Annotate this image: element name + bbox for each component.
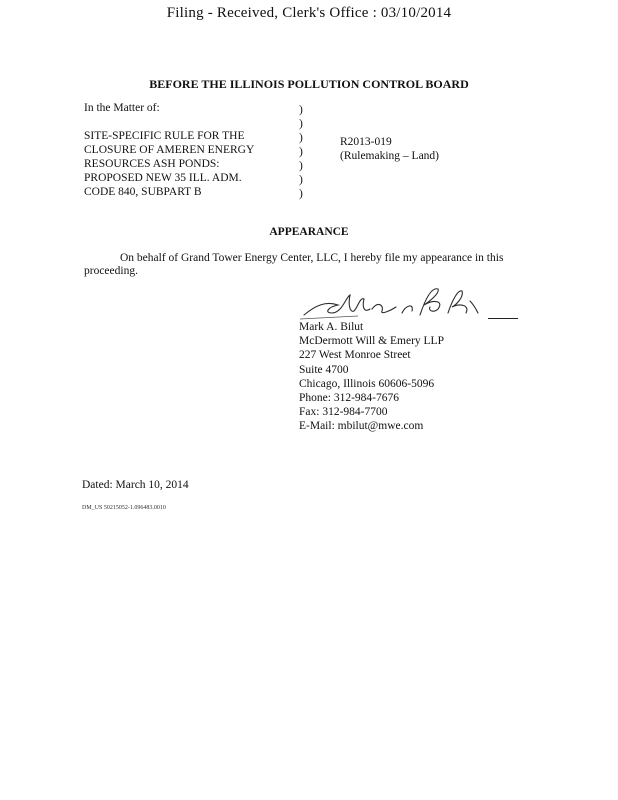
signer-name: Mark A. Bilut <box>299 321 364 333</box>
caption-line <box>84 115 254 129</box>
appearance-body: On behalf of Grand Tower Energy Center, LLC, I hereby file my appearance in this proceeding. <box>84 252 504 277</box>
filing-stamp: Filing - Received, Clerk's Office : 03/10/2014 <box>166 5 452 21</box>
caption-parens <box>299 103 303 201</box>
caption-line: RESOURCES ASH PONDS: <box>84 158 220 170</box>
signature-line <box>488 318 518 319</box>
dated-line: Dated: March 10, 2014 <box>82 479 189 491</box>
board-title: BEFORE THE ILLINOIS POLLUTION CONTROL BOARD <box>149 77 469 91</box>
caption-line: CLOSURE OF AMEREN ENERGY <box>84 144 255 156</box>
suite: Suite 4700 <box>299 363 349 376</box>
caption-line: SITE-SPECIFIC RULE FOR THE <box>84 130 245 142</box>
docket-type: (Rulemaking – Land) <box>340 150 440 162</box>
caption-line: CODE 840, SUBPART B <box>84 186 202 198</box>
caption-paren: ) <box>299 104 303 116</box>
caption-paren: ) <box>299 188 303 200</box>
caption-docket <box>340 135 439 163</box>
docket-number: R2013-019 <box>340 136 392 148</box>
caption-line: In the Matter of: <box>84 102 160 114</box>
caption-paren: ) <box>299 132 303 144</box>
caption-paren: ) <box>299 146 303 158</box>
signature-image <box>298 283 488 323</box>
caption-paren: ) <box>299 118 303 130</box>
city-state-zip: Chicago, Illinois 60606-5096 <box>299 377 435 390</box>
signature-block <box>299 320 444 434</box>
phone: Phone: 312-984-7676 <box>299 392 399 405</box>
firm-name: McDermott Will & Emery LLP <box>299 335 444 348</box>
caption-paren: ) <box>299 174 303 186</box>
document-id: DM_US 50215052-1.096483.0010 <box>82 505 166 511</box>
appearance-heading: APPEARANCE <box>269 226 349 238</box>
fax: Fax: 312-984-7700 <box>299 406 388 419</box>
caption-line: PROPOSED NEW 35 ILL. ADM. <box>84 172 242 184</box>
caption-paren: ) <box>299 160 303 172</box>
caption-matter <box>84 101 254 199</box>
street-address: 227 West Monroe Street <box>299 349 411 362</box>
email: E-Mail: mbilut@mwe.com <box>299 420 424 433</box>
